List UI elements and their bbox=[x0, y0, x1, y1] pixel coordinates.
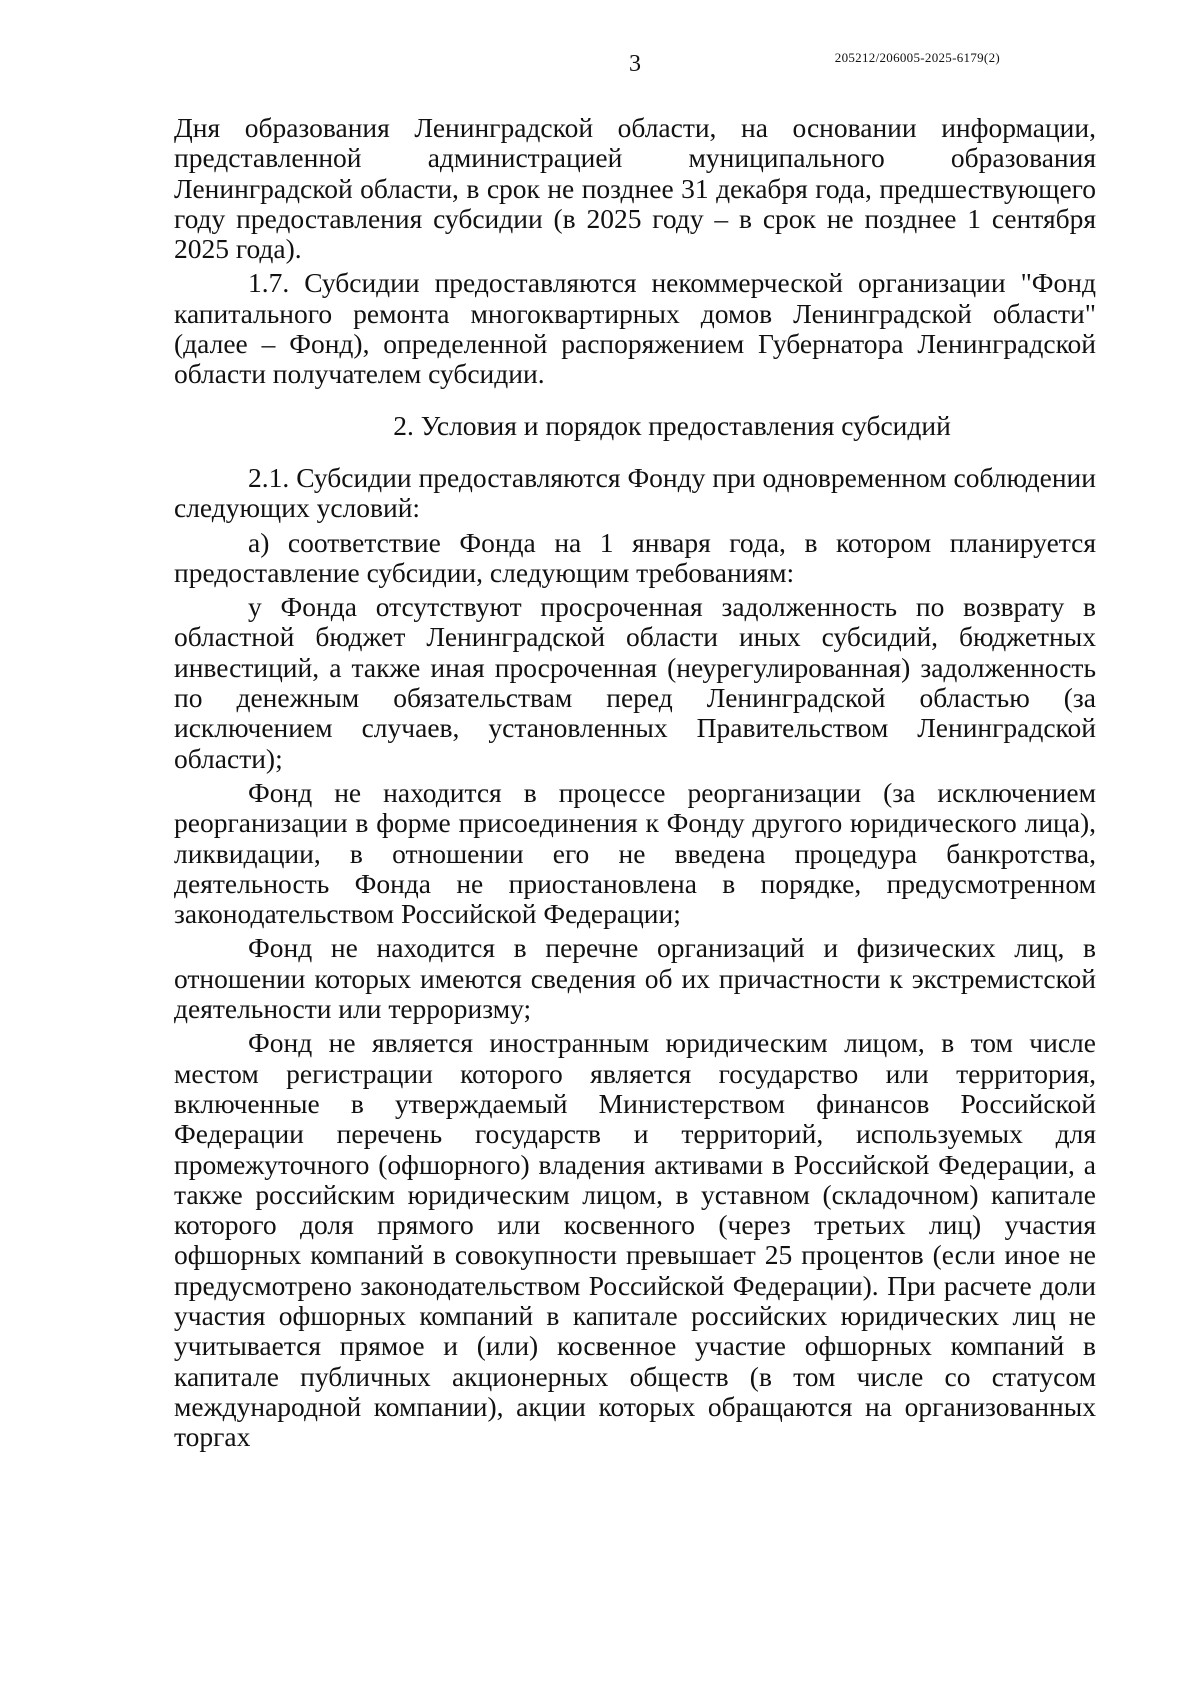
document-code: 205212/206005-2025-6179(2) bbox=[834, 50, 1000, 65]
document-body bbox=[174, 113, 1096, 1456]
paragraph-2-1: 2.1. Субсидии предоставляются Фонду при одновременном соблюдении следующих условий: bbox=[174, 461, 1096, 524]
paragraph-intro: Дня образования Ленинградской области, на основании информации, представленной администрацией муниципального образования Ленинградской области, в срок не позднее 31 декабря года, предшествующего году предоставления субсидии (в 2025 году – в срок не позднее 1 сентября 2025 года). bbox=[174, 112, 1096, 265]
paragraph-extremism: Фонд не находится в перечне организаций и физических лиц, в отношении которых имеются сведения об их причастности к экстремистской деятельности или терроризму; bbox=[174, 932, 1096, 1025]
paragraph-1-7: 1.7. Субсидии предоставляются некоммерческой организации "Фонд капитального ремонта многоквартирных домов Ленинградской области" (далее – Фонд), определенной распоряжением Губернатора Ленинградской области получателем субсидии. bbox=[174, 267, 1096, 390]
paragraph-reorganization: Фонд не находится в процессе реорганизации (за исключением реорганизации в форме присоединения к Фонду другого юридического лица), ликвидации, в отношении его не введена процедура банкротства, деятельность Фонда не приостановлена в порядке, предусмотренном законодательством Российской Федерации; bbox=[174, 776, 1096, 930]
section-heading: 2. Условия и порядок предоставления субсидий bbox=[393, 409, 951, 441]
paragraph-debt: у Фонда отсутствуют просроченная задолженность по возврату в областной бюджет Ленинградской области иных субсидий, бюджетных инвестиций, а также иная просроченная (неурегулированная) задолженность по денежным обязательствам перед Ленинградской областью (за исключением случаев, установленных Правительством Ленинградской области); bbox=[174, 591, 1096, 774]
paragraph-foreign-entity: Фонд не является иностранным юридическим лицом, в том числе местом регистрации которого является государство или территория, включенные в утверждаемый Министерством финансов Российской Федерации перечень государств и территорий, используемых для промежуточного (офшорного) владения активами в Российской Федерации, а также российским юридическим лицом, в уставном (складочном) капитале которого доля прямого или косвенного (через третьих лиц) участия офшорных компаний в совокупности превышает 25 процентов (если иное не предусмотрено законодательством Российской Федерации). При расчете доли участия офшорных компаний в капитале российских юридических лиц не учитывается прямое и (или) косвенное участие офшорных компаний в капитале публичных акционерных обществ (в том числе со статусом международной компании), акции которых обращаются на организованных торгах bbox=[174, 1027, 1096, 1453]
paragraph-2-1-a: а) соответствие Фонда на 1 января года, в котором планируется предоставление субсидии, следующим требованиям: bbox=[174, 526, 1096, 588]
page-number: 3 bbox=[629, 51, 641, 77]
